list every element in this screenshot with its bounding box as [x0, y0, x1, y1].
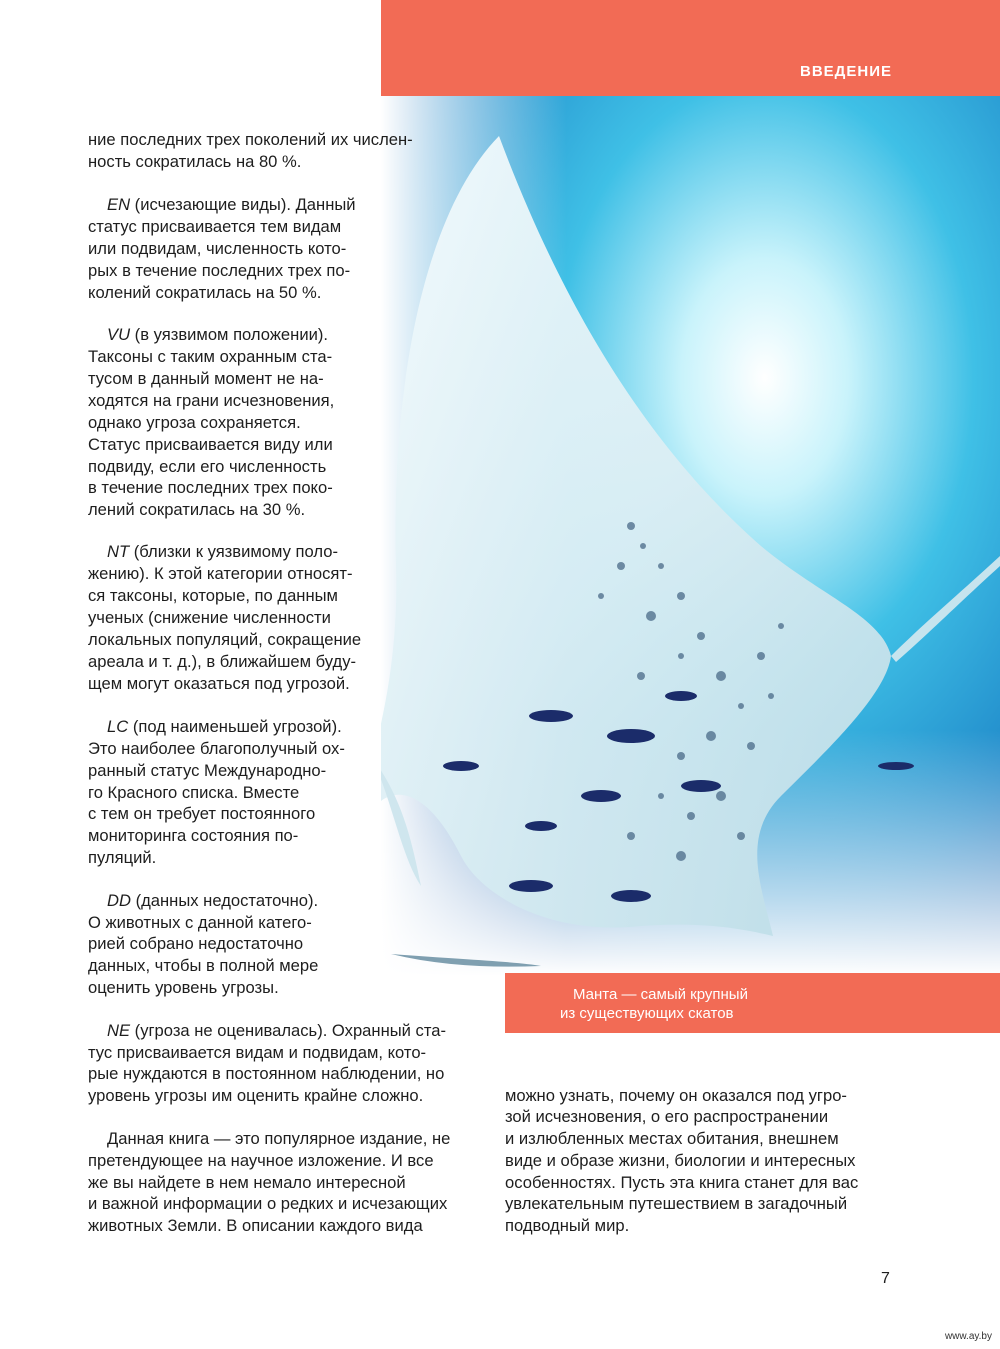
text-line: локальных популяций, сокращение: [88, 630, 362, 649]
text-line: колений сократилась на 50 %.: [88, 283, 322, 302]
text-line: пуляций.: [88, 848, 157, 867]
page-number: 7: [881, 1270, 890, 1287]
status-ne: [107, 1020, 446, 1042]
text-line: однако угроза сохраняется.: [88, 413, 301, 432]
text-line: (данных недостаточно).: [130, 891, 319, 910]
text-line: особенностях. Пусть эта книга станет для вас: [505, 1173, 859, 1192]
status-lc: [107, 716, 342, 738]
status-dd: [107, 890, 318, 912]
text-line: же вы найдете в нем немало интересной: [88, 1173, 406, 1192]
text-line: ние последних трех поколений их числен-: [88, 130, 413, 149]
status-en: [107, 194, 356, 216]
status-abbr: VU: [107, 325, 131, 344]
caption-line: Манта — самый крупный: [573, 986, 748, 1003]
text-line: или подвидам, численность кото-: [88, 239, 347, 258]
text-line: (исчезающие виды). Данный: [130, 195, 356, 214]
section-title: ВВЕДЕНИЕ: [800, 63, 892, 80]
watermark: www.ay.by: [944, 1331, 992, 1342]
text-line: в течение последних трех поко-: [88, 478, 333, 497]
text-line: рией собрано недостаточно: [88, 934, 304, 953]
status-nt: [107, 541, 338, 563]
status-abbr: DD: [107, 891, 131, 910]
text-line: ся таксоны, которые, по данным: [88, 586, 338, 605]
figure-caption: [505, 973, 1000, 1033]
text-line: (близки к уязвимому поло-: [129, 542, 338, 561]
text-line: претендующее на научное изложение. И все: [88, 1151, 434, 1170]
text-line: лений сократилась на 30 %.: [88, 500, 306, 519]
text-line: ранный статус Международно-: [88, 761, 327, 780]
text-line: Статус присваивается виду или: [88, 435, 333, 454]
text-line: (в уязвимом положении).: [130, 325, 328, 344]
text-line: статус присваивается тем видам: [88, 217, 342, 236]
text-line: тусом в данный момент не на-: [88, 369, 324, 388]
text-line: ность сократилась на 80 %.: [88, 152, 302, 171]
text-line: О животных с данной катего-: [88, 913, 312, 932]
text-line: жению). К этой категории относят-: [88, 564, 353, 583]
text-line: и важной информации о редких и исчезающих: [88, 1194, 448, 1213]
status-abbr: NT: [107, 542, 130, 561]
text-line: тус присваивается видам и подвидам, кото-: [88, 1043, 427, 1062]
status-vu: [107, 324, 328, 346]
manta-ray-photo: [381, 96, 1000, 976]
text-line: оценить уровень угрозы.: [88, 978, 279, 997]
text-line: животных Земли. В описании каждого вида: [88, 1216, 423, 1235]
text-line: подводный мир.: [505, 1216, 630, 1235]
text-line: с тем он требует постоянного: [88, 804, 316, 823]
text-line: Данная книга — это популярное издание, не: [107, 1129, 451, 1148]
status-abbr: EN: [107, 195, 131, 214]
text-line: виде и образе жизни, биологии и интересных: [505, 1151, 856, 1170]
text-line: Таксоны с таким охранным ста-: [88, 347, 333, 366]
text-line: мониторинга состояния по-: [88, 826, 299, 845]
caption-line: из существующих скатов: [560, 1005, 734, 1022]
text-line: данных, чтобы в полной мере: [88, 956, 319, 975]
text-line: Это наиболее благополучный ох-: [88, 739, 345, 758]
status-abbr: LC: [107, 717, 129, 736]
text-line: и излюбленных местах обитания, внешнем: [505, 1129, 839, 1148]
header-band: [381, 0, 1000, 96]
text-line: рые нуждаются в постоянном наблюдении, но: [88, 1064, 445, 1083]
text-line: щем могут оказаться под угрозой.: [88, 674, 350, 693]
text-line: увлекательным путешествием в загадочный: [505, 1194, 848, 1213]
text-line: подвиду, если его численность: [88, 457, 327, 476]
text-line: ареала и т. д.), в ближайшем буду-: [88, 652, 357, 671]
text-line: (под наименьшей угрозой).: [128, 717, 342, 736]
text-line: (угроза не оценивалась). Охранный ста-: [130, 1021, 447, 1040]
text-line: уровень угрозы им оценить крайне сложно.: [88, 1086, 424, 1105]
text-line: рых в течение последних трех по-: [88, 261, 351, 280]
text-line: зой исчезновения, о его распространении: [505, 1107, 829, 1126]
text-line: ходятся на грани исчезновения,: [88, 391, 335, 410]
text-line: можно узнать, почему он оказался под угро-: [505, 1086, 847, 1105]
status-abbr: NE: [107, 1021, 131, 1040]
text-line: го Красного списка. Вместе: [88, 783, 300, 802]
text-line: ученых (снижение численности: [88, 608, 331, 627]
